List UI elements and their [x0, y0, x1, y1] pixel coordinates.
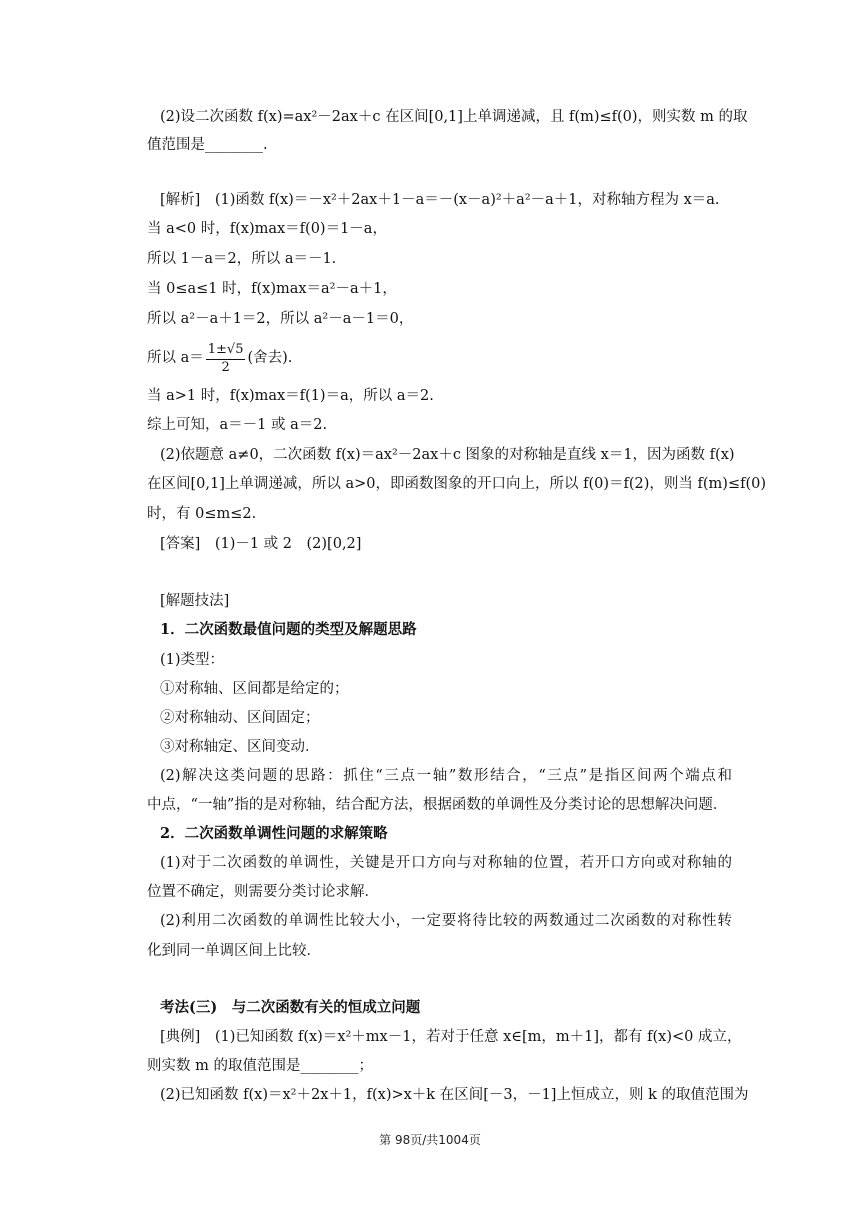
- technique-subheading-1: 1．二次函数最值问题的类型及解题思路: [160, 621, 417, 638]
- fraction-numerator: 1±√5: [206, 341, 246, 360]
- technique-subheading-2: 2．二次函数单调性问题的求解策略: [160, 825, 388, 842]
- technique-line-1: (1)类型：: [160, 652, 225, 668]
- technique-line-4: ③对称轴定、区间变动．: [160, 739, 320, 755]
- solution-line-11: 时，有 0≤m≤2.: [147, 506, 257, 522]
- solution-line-9: (2)依题意 a≠0，二次函数 f(x)＝ax²－2ax＋c 图象的对称轴是直线 x＝1，因为函数 f(x): [160, 447, 735, 463]
- solution-line-8: 综上可知，a＝－1 或 a＝2.: [147, 417, 328, 433]
- technique-line-6: 中点，“一轴”指的是对称轴，结合配方法，根据函数的单调性及分类讨论的思想解决问题．: [147, 797, 728, 813]
- example-line-2: 则实数 m 的取值范围是________；: [147, 1058, 373, 1074]
- solution-line-4: 当 0≤a≤1 时，f(x)max＝a²－a＋1，: [147, 281, 397, 297]
- answer-line: [答案] (1)－1 或 2 (2)[0,2]: [160, 536, 362, 552]
- example-line-3: (2)已知函数 f(x)＝x²＋2x＋1，f(x)>x＋k 在区间[－3，－1]上恒成立，则 k 的取值范围为: [160, 1087, 749, 1103]
- technique-line-7: (1)对于二次函数的单调性，关键是开口方向与对称轴的位置，若开口方向或对称轴的: [160, 855, 732, 871]
- problem-2-line-1: (2)设二次函数 f(x)=ax²－2ax＋c 在区间[0,1]上单调递减，且 f(m)≤f(0)，则实数 m 的取: [160, 109, 748, 125]
- technique-line-2: ①对称轴、区间都是给定的；: [160, 681, 349, 697]
- fraction-prefix: 所以 a＝: [147, 350, 204, 366]
- fraction-suffix: (舍去).: [247, 350, 293, 366]
- solution-line-5: 所以 a²－a＋1＝2，所以 a²－a－1＝0，: [147, 311, 414, 327]
- technique-heading: [解题技法]: [160, 593, 230, 609]
- technique-line-3: ②对称轴动、区间固定；: [160, 710, 320, 726]
- technique-line-10: 化到同一单调区间上比较．: [147, 943, 321, 959]
- solution-line-3: 所以 1－a＝2，所以 a＝－1.: [147, 251, 337, 267]
- page-footer: 第 98页/共1004页: [379, 1133, 481, 1147]
- fraction: [206, 341, 246, 376]
- technique-line-9: (2)利用二次函数的单调性比较大小，一定要将待比较的两数通过二次函数的对称性转: [160, 913, 732, 929]
- solution-line-fraction: [147, 340, 719, 376]
- technique-line-8: 位置不确定，则需要分类讨论求解．: [147, 884, 379, 900]
- fraction-denominator: 2: [221, 359, 230, 375]
- solution-line-10: 在区间[0,1]上单调递减，所以 a>0，即函数图象的开口向上，所以 f(0)＝f(2)，则当 f(m)≤f(0): [147, 476, 767, 492]
- technique-line-5: (2)解决这类问题的思路：抓住“三点一轴”数形结合，“三点”是指区间两个端点和: [160, 768, 732, 784]
- solution-line-7: 当 a>1 时，f(x)max＝f(1)＝a，所以 a＝2.: [147, 388, 434, 404]
- solution-line-1: [解析] (1)函数 f(x)＝－x²＋2ax＋1－a＝－(x－a)²＋a²－a＋1，对称轴方程为 x＝a.: [160, 192, 720, 208]
- problem-2-line-2: 值范围是________.: [147, 137, 268, 153]
- solution-line-2: 当 a<0 时，f(x)max＝f(0)＝1－a，: [147, 221, 387, 237]
- example-line-1: [典例] (1)已知函数 f(x)＝x²＋mx－1，若对于任意 x∈[m，m＋1]，都有 f(x)<0 成立，: [160, 1029, 742, 1045]
- method-3-heading: 考法(三) 与二次函数有关的恒成立问题: [160, 999, 421, 1016]
